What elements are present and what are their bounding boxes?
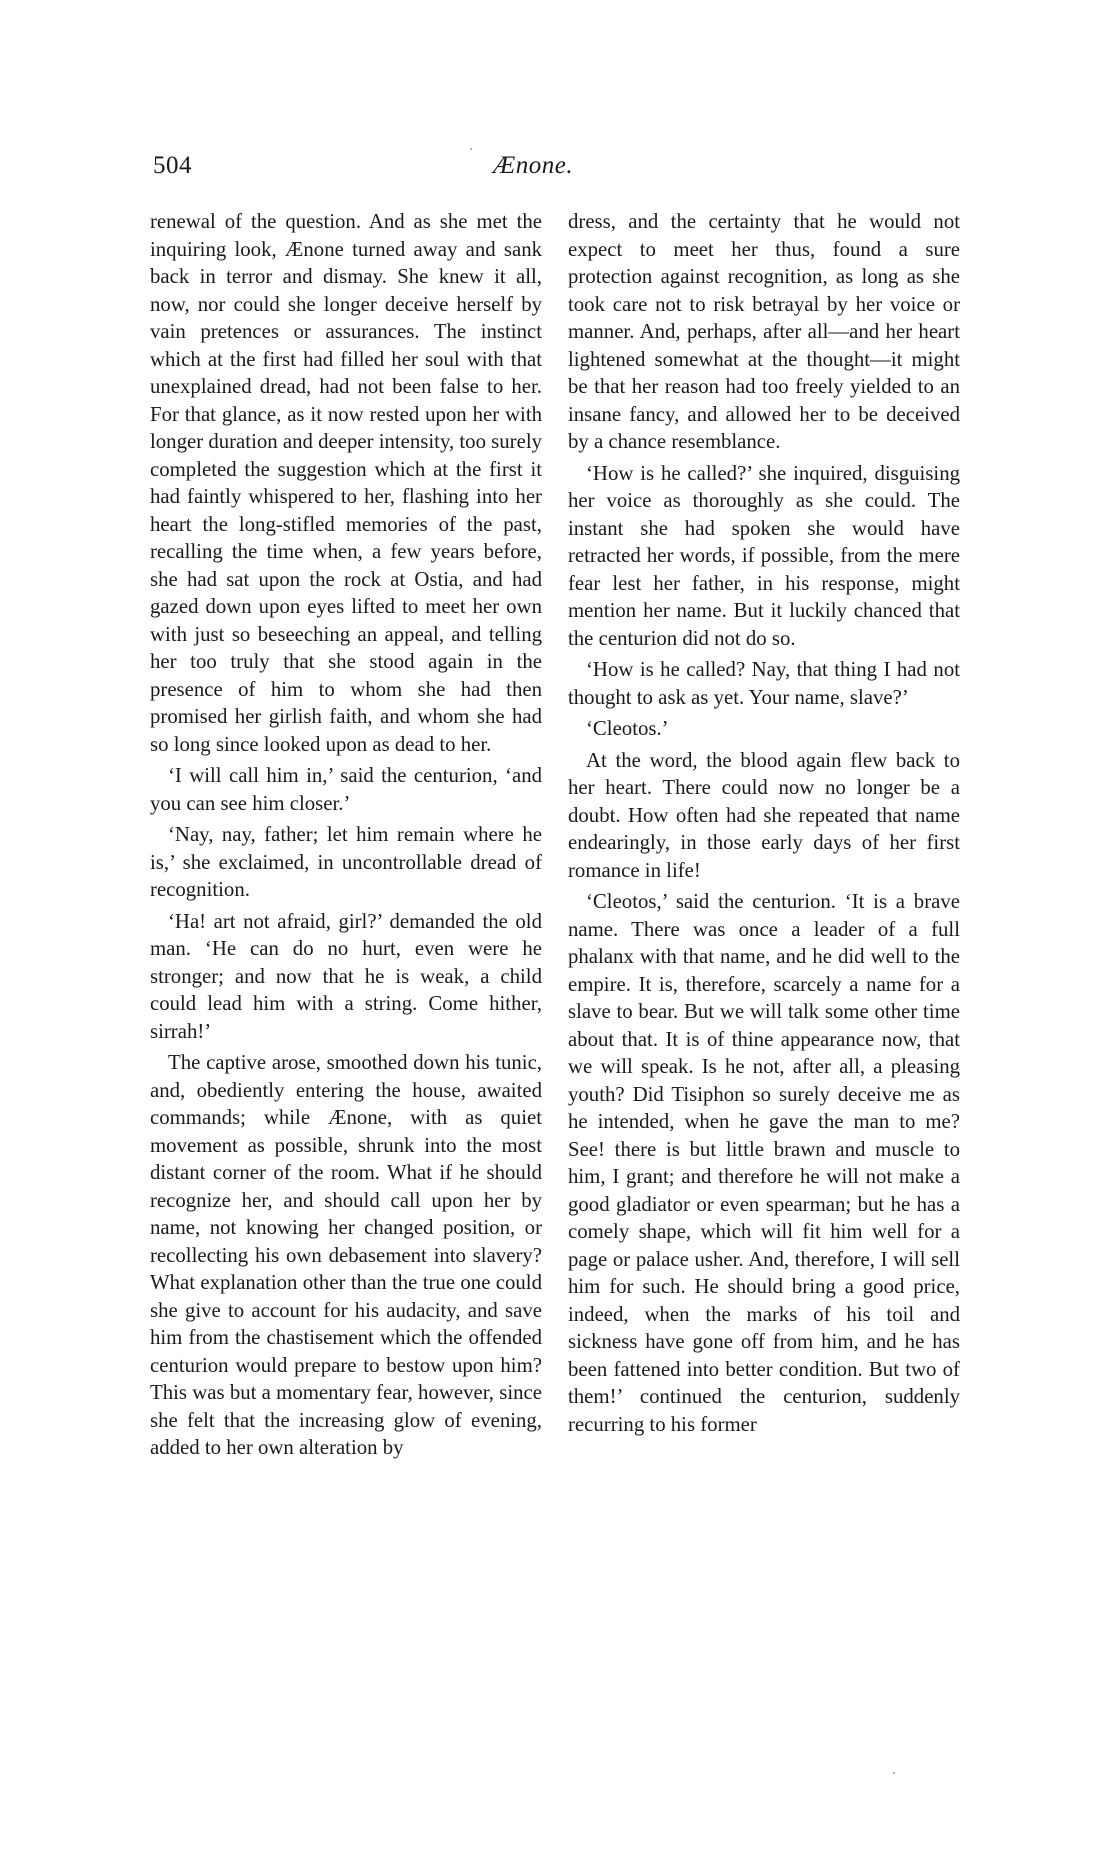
- paragraph: ‘How is he called?’ she inquired, disguising her voice as thoroughly as she could. The instant she had spoken she would have retracted her words, if possible, from the mere fear lest her father, in his response, might mention her name. But it luckily chanced that the centurion did not do so.: [568, 461, 960, 650]
- page-number: 504: [153, 152, 192, 179]
- paragraph: ‘Cleotos.’: [586, 717, 669, 740]
- paragraph: ‘How is he called? Nay, that thing I had not thought to ask as yet. Your name, slave?’: [568, 658, 960, 709]
- paper-speck: [893, 1772, 895, 1774]
- paragraph: The captive arose, smoothed down his tunic, and, obediently entering the house, awaited commands; while Ænone, with as quiet movement as possible, shrunk into the most distant corner of the room. What if he should recognize her, and should call upon her by name, not knowing her changed position, or recollecting his own debasement into slavery? What explanation other than the true one could she give to account for his audacity, and save him from the chastisement which the offended centurion would prepare to bestow upon him? This was but a momentary fear, however, since she felt that the increasing glow of evening, added to her own alteration by: [150, 1051, 542, 1459]
- paragraph: At the word, the blood again flew back to her heart. There could now no longer be a doubt. How often had she repeated that name endearingly, in those early days of her first romance in life!: [568, 748, 960, 882]
- paragraph: ‘Ha! art not afraid, girl?’ demanded the old man. ‘He can do no hurt, even were he stronger; and now that he is weak, a child could lead him with a string. Come hither, sirrah!’: [150, 909, 542, 1043]
- right-column: [568, 208, 960, 1438]
- left-column: [150, 208, 542, 1462]
- paper-speck: [470, 148, 472, 150]
- paragraph: renewal of the question. And as she met the inquiring look, Ænone turned away and sank back in terror and dismay. She knew it all, now, nor could she longer deceive herself by vain pretences or assurances. The instinct which at the first had filled her soul with that unexplained dread, had not been false to her. For that glance, as it now rested upon her with longer duration and deeper intensity, too surely completed the suggestion which at the first it had faintly whispered to her, flashing into her heart the long-stifled memories of the past, recalling the time when, a few years before, she had sat upon the rock at Ostia, and had gazed down upon eyes lifted to meet her own with just so beseeching an appeal, and telling her too truly that she stood again in the presence of him to whom she had then promised her girlish faith, and whom she had so long since looked upon as dead to her.: [150, 210, 542, 756]
- running-title: Ænone.: [493, 152, 574, 179]
- paragraph: dress, and the certainty that he would not expect to meet her thus, found a sure protection against recognition, as long as she took care not to risk betrayal by her voice or manner. And, perhaps, after all—and her heart lightened somewhat at the thought—it might be that her reason had too freely yielded to an insane fancy, and allowed her to be deceived by a chance resemblance.: [568, 210, 960, 453]
- paragraph: ‘I will call him in,’ said the centurion, ‘and you can see him closer.’: [150, 764, 542, 815]
- paragraph: ‘Nay, nay, father; let him remain where he is,’ she exclaimed, in uncontrollable dread of recognition.: [150, 823, 542, 901]
- paragraph: ‘Cleotos,’ said the centurion. ‘It is a brave name. There was once a leader of a full phalanx with that name, and he did well to the empire. It is, therefore, scarcely a name for a slave to bear. But we will talk some other time about that. It is of thine appearance now, that we will speak. Is he not, after all, a pleasing youth? Did Tisiphon so surely deceive me as he intended, when he gave the man to me? See! there is but little brawn and muscle to him, I grant; and therefore he will not make a good gladiator or even spearman; but he has a comely shape, which will fit him well for a page or palace usher. And, therefore, I will sell him for such. He should bring a good price, indeed, when the marks of his toil and sickness have gone off from him, and he has been fattened into better condition. But two of them!’ continued the centurion, suddenly recurring to his former: [568, 890, 960, 1436]
